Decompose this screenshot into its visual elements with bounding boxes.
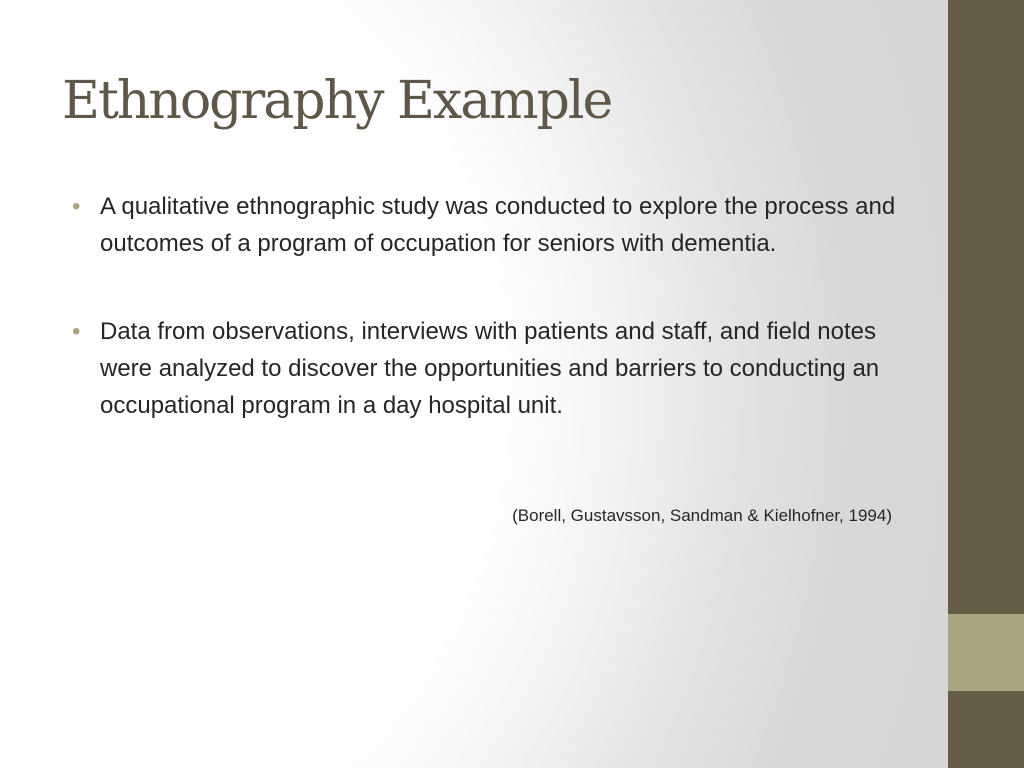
bullet-item [72,313,902,424]
bullet-list [72,188,902,424]
citation: (Borell, Gustavsson, Sandman & Kielhofner, 1994) [512,506,892,525]
bullet-dot-icon: • [72,193,81,220]
bullet-item [72,188,902,262]
bullet-text: A qualitative ethnographic study was conducted to explore the process and outcomes of a program of occupation for seniors with dementia. [100,193,896,257]
slide-title: Ethnography Example [62,71,612,131]
bullet-text: Data from observations, interviews with patients and staff, and field notes were analyzed to discover the opportunities and barriers to conducting an occupational program in a day hospital unit. [100,318,880,419]
bullet-dot-icon: • [72,318,81,345]
side-accent-block [948,614,1024,691]
